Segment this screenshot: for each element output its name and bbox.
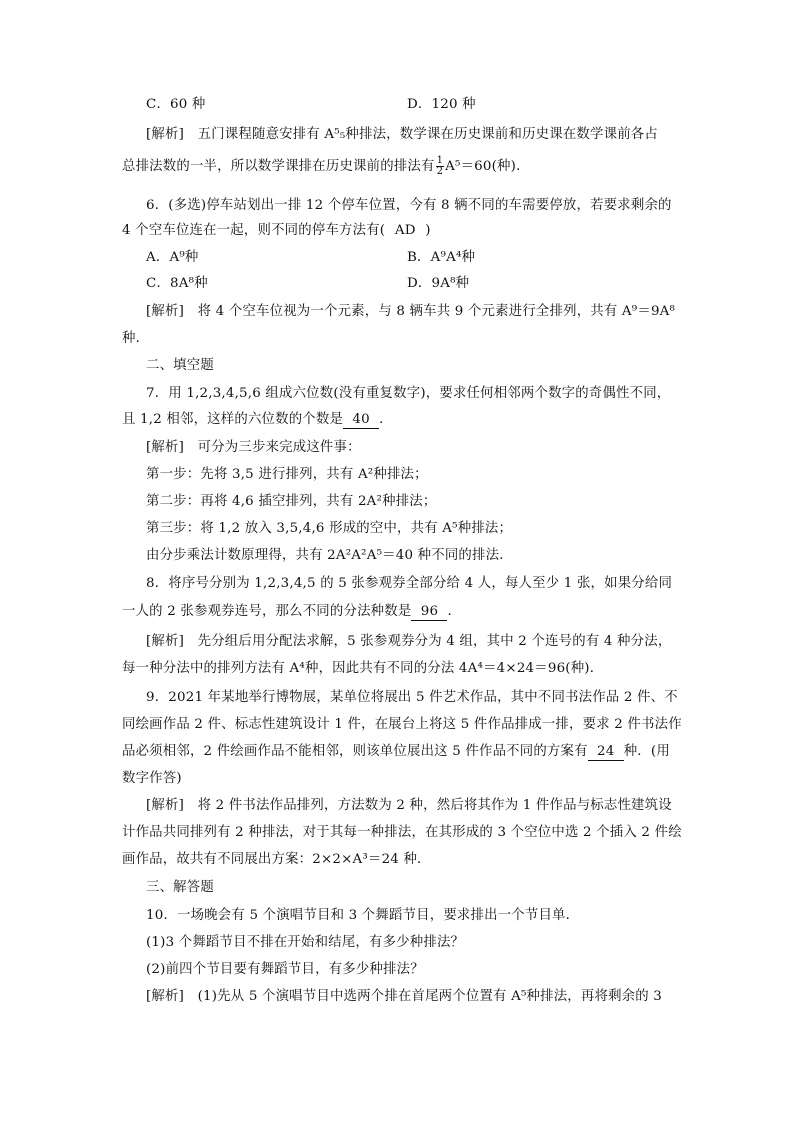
q8-stem-line-2 xyxy=(122,602,678,622)
q10-stem: 10．一场晚会有 5 个演唱节目和 3 个舞蹈节目，要求排出一个节目单． xyxy=(146,908,580,923)
fraction-numerator: 1 xyxy=(436,155,444,166)
q5-analysis-line-2 xyxy=(122,156,678,177)
fraction xyxy=(436,156,445,177)
q10-part-1: (1)3 个舞蹈节目不排在开始和结尾，有多少种排法？ xyxy=(146,935,465,950)
q6-answer: AD xyxy=(394,223,416,238)
q9-analysis-line-2: 计作品共同排列有 2 种排法，对于其每一种排法，在其形成的 3 个空位中选 2 个插入 2 件绘 xyxy=(122,825,682,840)
q5-options-row xyxy=(146,95,678,115)
q6-analysis-line-1: [解析] 将 4 个空车位视为一个元素，与 8 辆车共 9 个元素进行全排列，共有 A⁹＝9A⁸ xyxy=(146,304,676,319)
q8-stem-line-1: 8．将序号分别为 1,2,3,4,5 的 5 张参观券全部分给 4 人，每人至少 1 张，如果分给同 xyxy=(146,576,673,591)
q7-answer-blank: 40 xyxy=(343,412,379,429)
q7-stem-text: 且 1,2 相邻，这样的六位数的个数是 xyxy=(122,412,344,427)
q9-analysis-line-1: [解析] 将 2 件书法作品排列，方法数为 2 种，然后将其作为 1 件作品与标志性建筑设 xyxy=(146,798,672,813)
q5-analysis-line-1: [解析] 五门课程随意安排有 A⁵₅种排法，数学课在历史课前和历史课在数学课前各占 xyxy=(146,127,658,142)
q7-stem-line-2 xyxy=(122,410,678,430)
q6-stem-line-2 xyxy=(122,221,678,241)
q9-analysis-line-3: 画作品，故共有不同展出方案：2×2×A³＝24 种． xyxy=(122,852,431,867)
q8-analysis-line-2: 每一种分法中的排列方法有 A⁴种，因此共有不同的分法 4A⁴＝4×24＝96(种)． xyxy=(122,661,604,676)
q6-option-d: D．9A⁸种 xyxy=(407,276,470,291)
q8-stem-period: ． xyxy=(447,604,462,619)
q8-analysis-line-1: [解析] 先分组后用分配法求解，5 张参观券分为 4 组，其中 2 个连号的有 4 种分法， xyxy=(146,634,672,649)
q9-stem-line-1: 9．2021 年某地举行博物展，某单位将展出 5 件艺术作品，其中不同书法作品 2 件、不 xyxy=(146,690,678,705)
q7-stem-period: ． xyxy=(379,412,393,427)
q6-option-b: B．A⁹A⁴种 xyxy=(407,250,476,265)
q6-stem-close: ) xyxy=(425,223,431,238)
q7-step-3: 第三步：将 1,2 放入 3,5,4,6 形成的空中，共有 A⁵种排法； xyxy=(146,521,513,536)
q5-option-d: D．120 种 xyxy=(407,97,476,112)
q9-stem-line-4: 数字作答) xyxy=(122,771,182,786)
q6-option-c: C．8A⁸种 xyxy=(146,276,208,291)
q10-analysis-line-1: [解析] (1)先从 5 个演唱节目中选两个排在首尾两个位置有 A⁵种排法，再将剩余的 3 xyxy=(146,989,663,1004)
q7-step-1: 第一步：先将 3,5 进行排列，共有 A²种排法； xyxy=(146,467,428,482)
q10-part-2: (2)前四个节目要有舞蹈节目，有多少种排法？ xyxy=(146,962,424,977)
q7-step-2: 第二步：再将 4,6 插空排列，共有 2A²种排法； xyxy=(146,494,437,509)
q7-stem-line-1: 7．用 1,2,3,4,5,6 组成六位数(没有重复数字)，要求任何相邻两个数字的奇偶性不同， xyxy=(146,386,671,401)
q6-analysis-line-2: 种． xyxy=(122,331,150,346)
q8-answer-blank: 96 xyxy=(411,604,447,621)
q6-option-a: A．A⁹种 xyxy=(146,250,199,265)
q5-option-c: C．60 种 xyxy=(146,97,206,112)
q6-stem-line-1: 6．(多选)停车站划出一排 12 个停车位置，今有 8 辆不同的车需要停放，若要求剩余的 xyxy=(146,198,672,213)
q7-analysis-line-1: [解析] 可分为三步来完成这件事： xyxy=(146,440,361,455)
fraction-denominator: 2 xyxy=(436,166,444,177)
q9-stem-line-3 xyxy=(122,742,678,762)
section-heading-fill-in: 二、填空题 xyxy=(146,358,214,373)
q8-stem-text: 一人的 2 张参观券连号，那么不同的分法种数是 xyxy=(122,604,412,619)
q9-stem-line-2: 同绘画作品 2 件、标志性建筑设计 1 件，在展台上将这 5 件作品排成一排，要求 2 件书法作 xyxy=(122,717,682,732)
q9-stem-text: 品必须相邻，2 件绘画作品不能相邻，则该单位展出这 5 件作品不同的方案有 xyxy=(122,744,588,759)
q6-options-row-2 xyxy=(146,274,678,294)
q7-conclusion: 由分步乘法计数原理得，共有 2A²A²A⁵＝40 种不同的排法． xyxy=(146,548,513,563)
q6-options-row-1 xyxy=(146,248,678,268)
section-heading-solutions: 三、解答题 xyxy=(146,880,214,895)
q9-stem-tail: 种．(用 xyxy=(623,744,670,759)
q6-stem-text: 4 个空车位连在一起，则不同的停车方法有( xyxy=(122,223,386,238)
q9-answer-blank: 24 xyxy=(588,744,624,761)
q5-analysis-result: A⁵＝60(种)． xyxy=(445,159,530,174)
q5-analysis-text: 总排法数的一半，所以数学课排在历史课前的排法有 xyxy=(122,159,435,174)
